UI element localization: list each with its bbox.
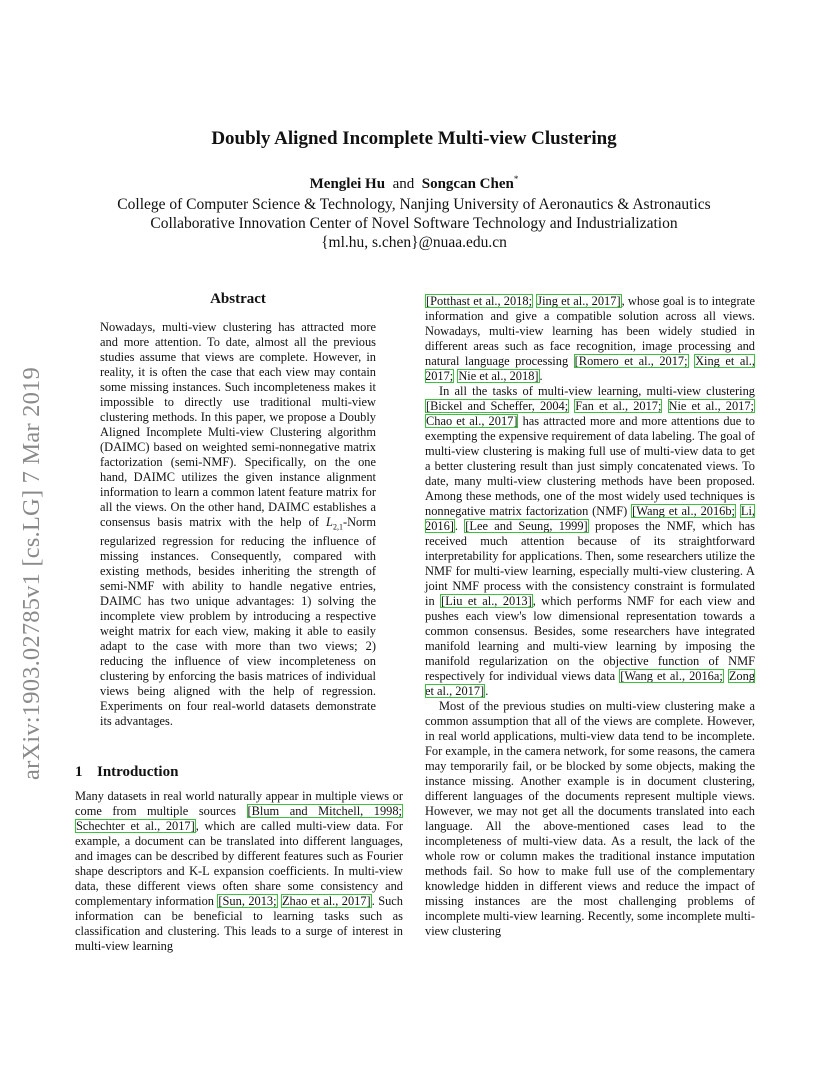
- corresponding-author-mark: *: [513, 174, 519, 184]
- body-text: .: [454, 519, 465, 533]
- citation-link[interactable]: [Lee and Seung, 1999]: [465, 519, 588, 533]
- citation-link[interactable]: [Liu et al., 2013]: [441, 594, 532, 608]
- citation-link[interactable]: [Wang et al., 2016b;: [632, 504, 735, 518]
- body-text: , which performs NMF for each view and pushes each view's low dimensional representation towards a common consensus. Besides, some researchers have integrated manifold learning and multi-view learning by imposing the manifold regularization on the objective function of NMF respectively for individual views data: [425, 594, 755, 683]
- author-name: Songcan Chen: [421, 176, 514, 192]
- body-text: .: [539, 369, 543, 383]
- section-number: 1: [75, 764, 83, 780]
- body-text: , which are called multi-view data. For example, a document can be translated into different languages, and images can be described by different features such as Fourier shape descriptors and K-L expansion coefficients. In multi-view data, these different views often share some consistency and complementary information: [75, 819, 403, 908]
- citation-link[interactable]: Nie et al., 2017;: [668, 399, 754, 413]
- body-text: Many datasets in real world naturally appear in multiple views or come from multiple sources: [75, 789, 403, 818]
- section-heading: [75, 764, 178, 781]
- abstract-text-part: -Norm regularized regression for reducing the influence of missing instances. Consequently, compared with existing methods, besides inheriting the strength of semi-NMF with ability to handle negative entries, DAIMC has two unique advantages: 1) solving the incomplete view problem by introducing a respective weight matrix for each view, making it able to easily adapt to the case with more than two views; 2) reducing the influence of view incompleteness on clustering by enforcing the basis matrices of individual views being aligned with the help of regression. Experiments on four real-world datasets demonstrate its advantages.: [100, 515, 376, 729]
- body-text: , whose goal is to integrate information and give a compatible solution across all views. Nowadays, multi-view learning has been widely studied in different areas such as face recognition, image processing and natural language processing: [425, 294, 756, 368]
- citation-link[interactable]: Fan et al., 2017;: [575, 399, 662, 413]
- intro-right-column: [425, 294, 755, 939]
- citation-link[interactable]: Li, 2016]: [425, 504, 755, 533]
- citation-link[interactable]: [Bickel and Scheffer, 2004;: [426, 399, 569, 413]
- affiliation-line: Collaborative Innovation Center of Novel Software Technology and Industrialization: [150, 215, 678, 232]
- citation-link[interactable]: Zhao et al., 2017]: [281, 894, 371, 908]
- citation-link[interactable]: [Potthast et al., 2018;: [426, 294, 533, 308]
- citation-link[interactable]: [Sun, 2013;: [218, 894, 277, 908]
- author-line: [0, 174, 828, 193]
- citation-link[interactable]: Xing et al., 2017;: [425, 354, 755, 383]
- paragraph: [425, 294, 755, 384]
- citation-link[interactable]: [Romero et al., 2017;: [574, 354, 688, 368]
- author-email[interactable]: {ml.hu, s.chen}@nuaa.edu.cn: [321, 234, 507, 251]
- author-name: Menglei Hu: [309, 176, 386, 192]
- abstract-text: [100, 320, 376, 729]
- body-text: Most of the previous studies on multi-view clustering make a common assumption that all of the views are complete. However, in real world applications, multi-view data tend to be incomplete. For example, in the camera network, for some reasons, the camera may temporarily fail, or be blocked by some objects, making the instance missing. Another example is in document clustering, different languages of the documents represent multiple views. However, we may not get all the documents translated into each language. All the above-mentioned cases lead to the incompleteness of multi-view data. As a result, the lack of the whole row or column makes the traditional instance imputation methods fail. So how to make full use of the complementary knowledge hidden in different views and reduce the impact of missing instances are the most challenging problems of incomplete multi-view learning. Recently, some incomplete multi-view clustering: [425, 699, 755, 938]
- body-text: In all the tasks of multi-view learning, multi-view clustering: [439, 384, 755, 398]
- intro-left-column: [75, 789, 403, 954]
- citation-link[interactable]: Jing et al., 2017]: [537, 294, 621, 308]
- section-title: Introduction: [97, 764, 179, 780]
- citation-link[interactable]: Schechter et al., 2017]: [76, 819, 195, 833]
- citation-link[interactable]: [Wang et al., 2016a;: [620, 669, 723, 683]
- paragraph: [425, 699, 755, 939]
- citation-link[interactable]: [Blum and Mitchell, 1998;: [247, 804, 402, 818]
- paragraph: [425, 384, 755, 699]
- paper-title: Doubly Aligned Incomplete Multi-view Clustering: [211, 128, 617, 149]
- author-conjunction: and: [392, 176, 415, 192]
- abstract-text-part: Nowadays, multi-view clustering has attracted more and more attention. To date, almost all the previous studies assume that views are complete. However, in reality, it is often the case that each view may contain some missing instances. Such incompleteness makes it impossible to directly use traditional multi-view clustering methods. In this paper, we propose a Doubly Aligned Incomplete Multi-view Clustering algorithm (DAIMC) based on weighted semi-nonnegative matrix factorization (semi-NMF). Specifically, on the one hand, DAIMC utilizes the given instance alignment information to learn a common latent feature matrix for all the views. On the other hand, DAIMC establishes a consensus basis matrix with the help of: [100, 320, 376, 529]
- affiliation-line: College of Computer Science & Technology, Nanjing University of Aeronautics & Astronautics: [117, 196, 711, 213]
- body-text: . Such information can be beneficial to learning tasks such as classification and clustering. This leads to a surge of interest in multi-view learning: [75, 894, 403, 953]
- math-symbol: L: [326, 515, 333, 529]
- paragraph: [75, 789, 403, 954]
- body-text: .: [485, 684, 489, 698]
- math-subscript: 2,1: [332, 522, 343, 532]
- body-text: proposes the NMF, which has received much attention because of its straightforward interpretability for applications. Then, some researchers utilize the NMF for multi-view learning, especially multi-view clustering. A joint NMF process with the consistency constraint is formulated in: [425, 519, 755, 608]
- arxiv-identifier[interactable]: arXiv:1903.02785v1 [cs.LG] 7 Mar 2019: [18, 367, 45, 780]
- citation-link[interactable]: Chao et al., 2017]: [426, 414, 518, 428]
- citation-link[interactable]: Nie et al., 2018]: [458, 369, 539, 383]
- body-text: has attracted more and more attentions due to exempting the expensive requirement of data labeling. The goal of multi-view clustering is making full use of multi-view data to get a better clustering result than just simply concatenated views. To date, many multi-view clustering methods have been proposed. Among these methods, one of the most widely used techniques is nonnegative matrix factorization (NMF): [425, 414, 755, 518]
- citation-link[interactable]: Zong et al., 2017]: [425, 669, 755, 698]
- abstract-heading: Abstract: [210, 291, 266, 307]
